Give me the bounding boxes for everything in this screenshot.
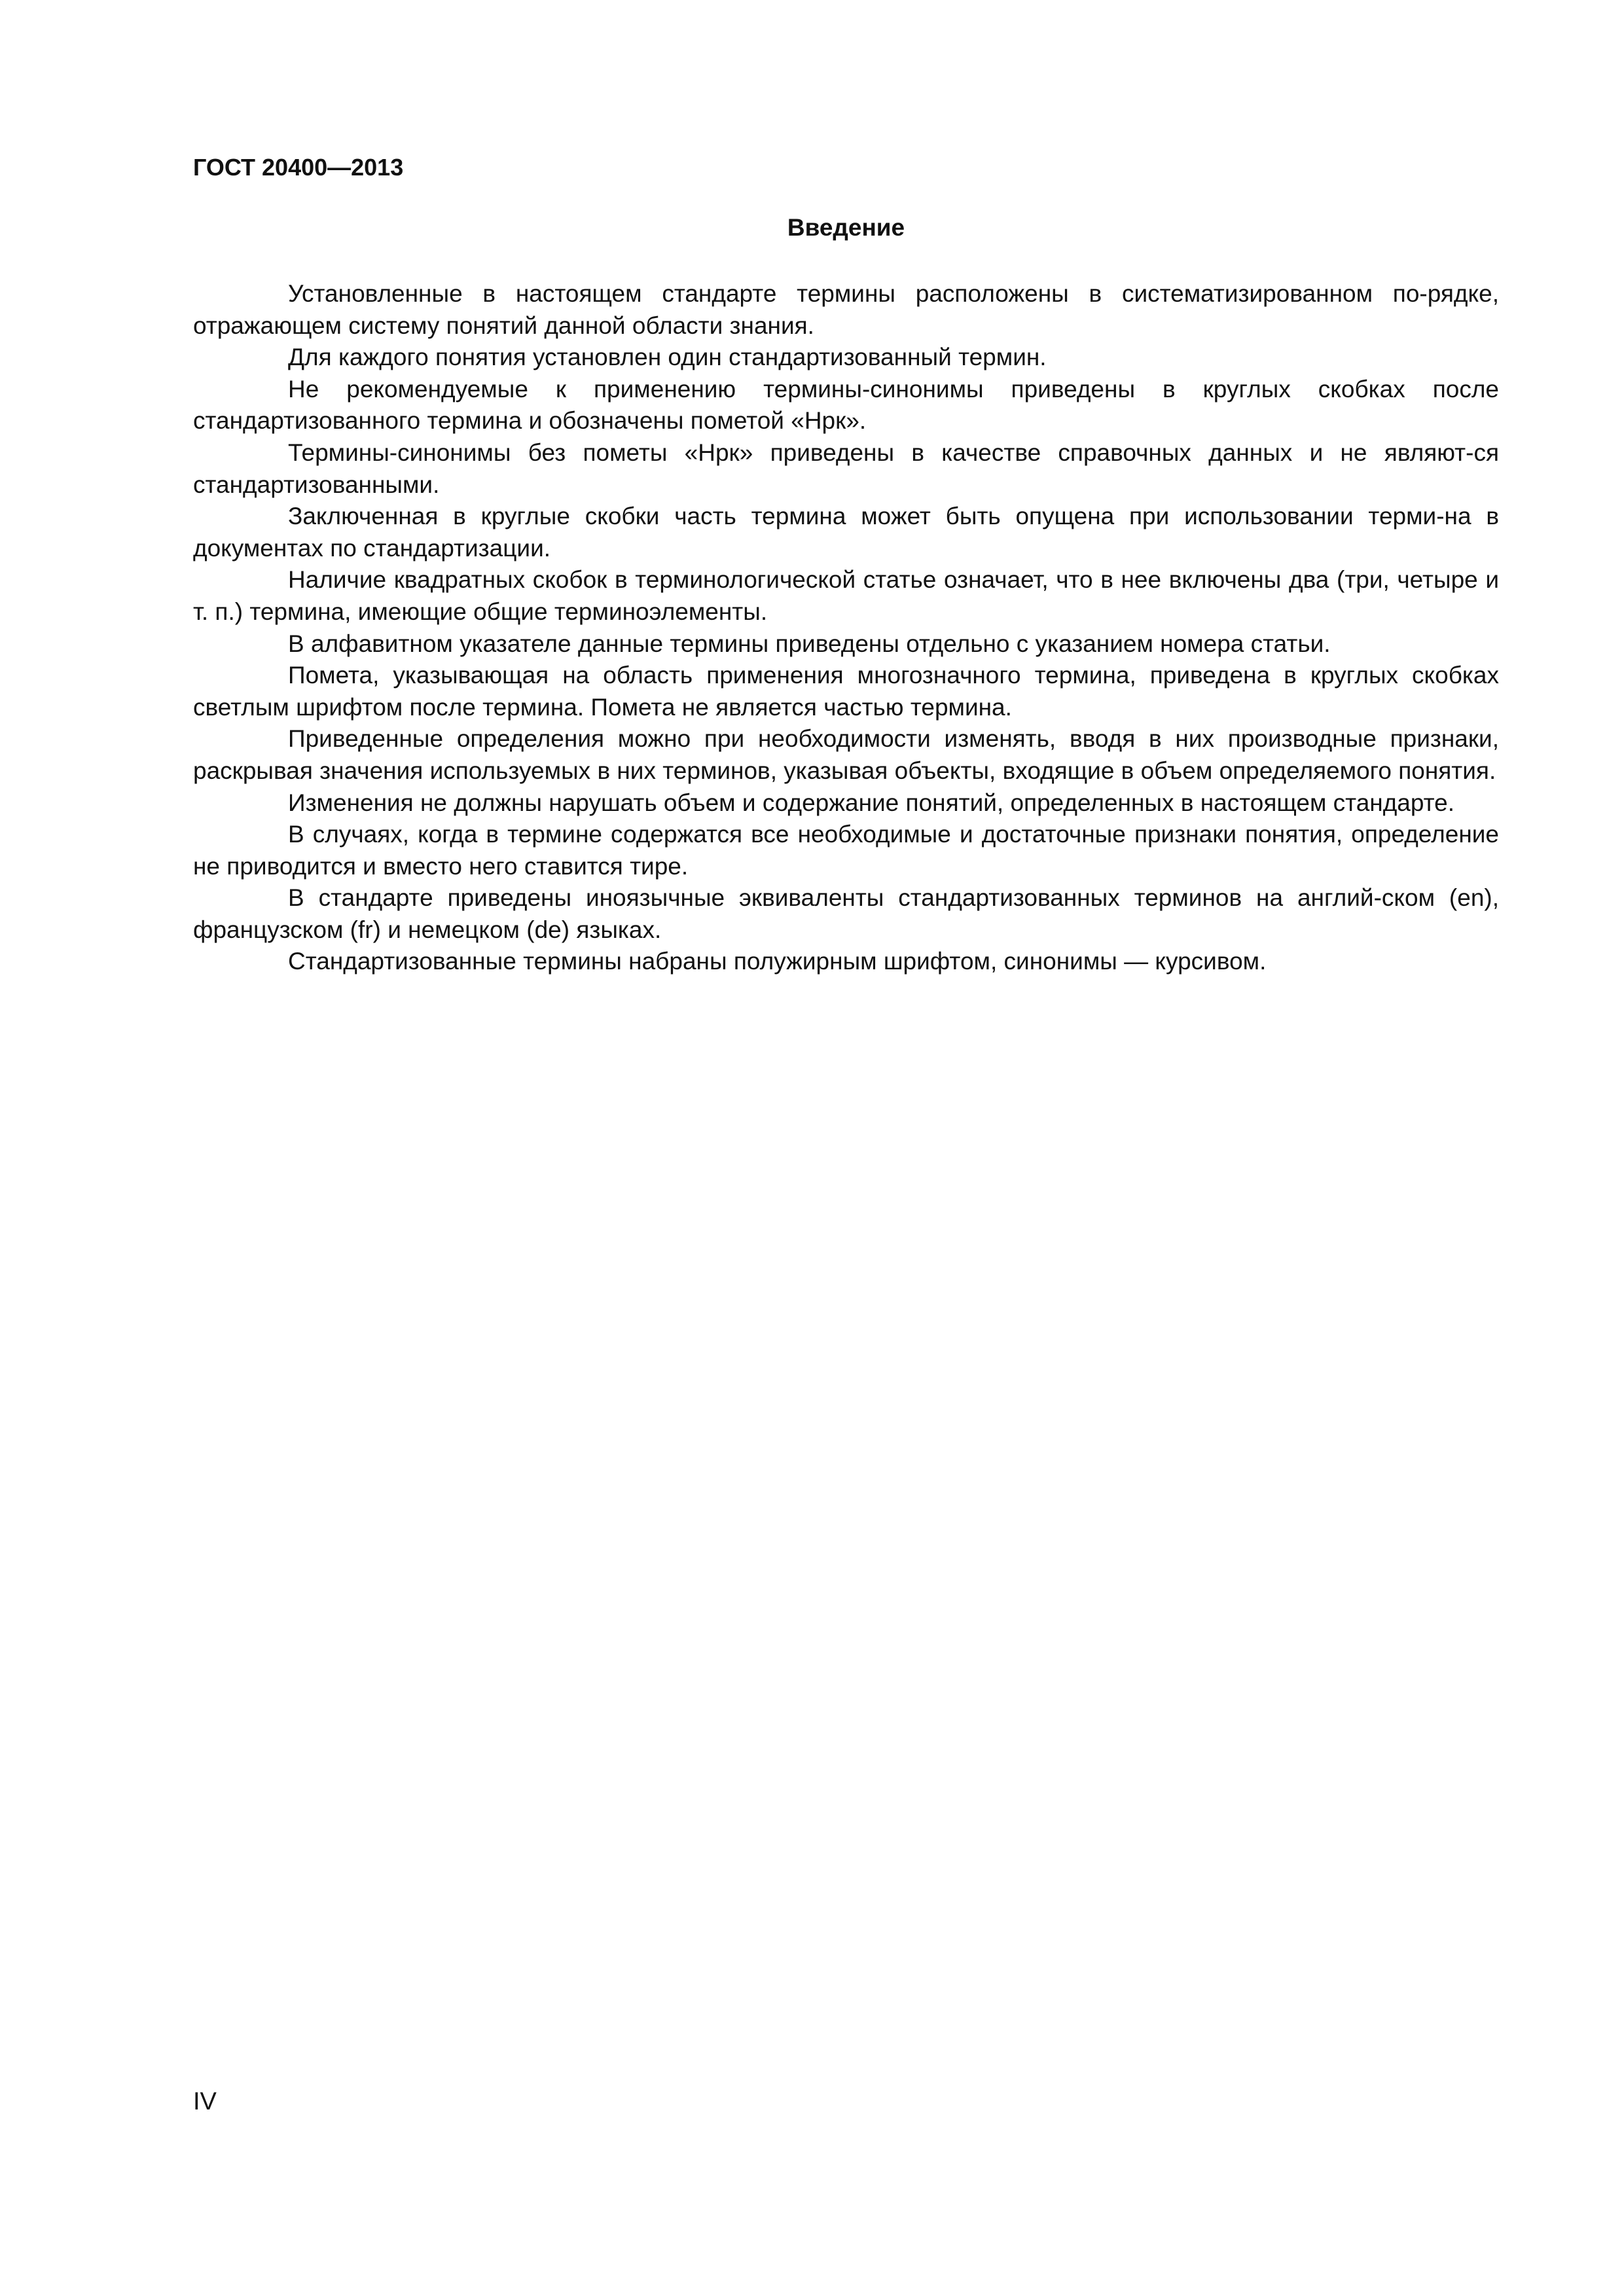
paragraph: Наличие квадратных скобок в терминологической статье означает, что в нее включены два (три, четыре и т. п.) термина, имеющие общие терминоэлементы. xyxy=(193,566,1499,625)
paragraph: Не рекомендуемые к применению термины-синонимы приведены в круглых скобках после стандартизованного термина и обозначены пометой «Нрк». xyxy=(193,375,1499,435)
paragraph: Для каждого понятия установлен один стандартизованный термин. xyxy=(288,344,1047,371)
paragraph: Помета, указывающая на область применения многозначного термина, приведена в круглых скобках светлым шрифтом после термина. Помета не является частью термина. xyxy=(193,662,1499,721)
document-header: ГОСТ 20400—2013 xyxy=(193,154,404,181)
paragraph: Приведенные определения можно при необходимости изменять, вводя в них производные признаки, раскрывая значения используемых в них терминов, указывая объекты, входящие в объем определяемого понятия. xyxy=(193,725,1499,784)
section-title: Введение xyxy=(787,214,905,241)
paragraph: В алфавитном указателе данные термины приведены отдельно с указанием номера статьи. xyxy=(288,630,1331,657)
page-number: IV xyxy=(193,2088,217,2115)
paragraph: Стандартизованные термины набраны полужирным шрифтом, синонимы — курсивом. xyxy=(288,948,1267,975)
paragraph: В стандарте приведены иноязычные эквиваленты стандартизованных терминов на англий-ском (en), французском (fr) и немецком (de) языках. xyxy=(193,884,1499,943)
paragraph: Установленные в настоящем стандарте термины расположены в систематизированном по-рядке, отражающем систему понятий данной области знания. xyxy=(193,280,1499,339)
paragraph: Изменения не должны нарушать объем и содержание понятий, определенных в настоящем стандарте. xyxy=(288,789,1455,816)
introduction-body xyxy=(193,278,1499,978)
paragraph: В случаях, когда в термине содержатся все необходимые и достаточные признаки понятия, определение не приводится и вместо него ставится тире. xyxy=(193,821,1499,880)
paragraph: Заключенная в круглые скобки часть термина может быть опущена при использовании терми-на в документах по стандартизации. xyxy=(193,503,1499,562)
paragraph: Термины-синонимы без пометы «Нрк» приведены в качестве справочных данных и не являют-ся стандартизованными. xyxy=(193,439,1499,498)
